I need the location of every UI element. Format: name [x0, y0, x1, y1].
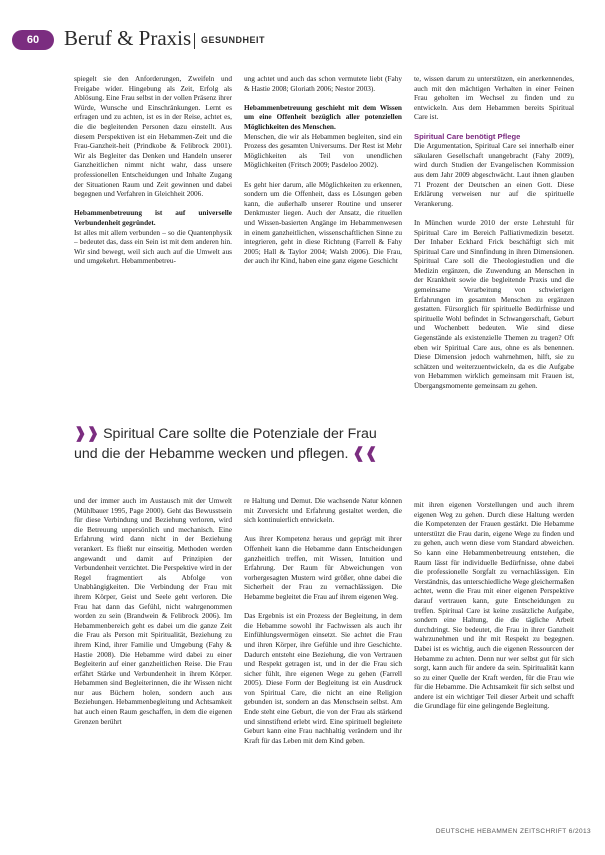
paragraph: te, wissen darum zu unterstützen, ein anerkennendes, auch mit den mächtigen Verhalten in einer Feinen Frau geholten im Wechsel zu finden und zu entwickeln. Aus dem Hebammen bereits Spiritual Care ist. [414, 74, 574, 122]
paragraph: spiegelt sie den Anforderungen, Zweifeln und Freigabe wider. Hingebung als Zeit, Erfolg als Ablösung. Eine Frau selbst in der vollen Präsenz ihrer Würde, Wunsche und Einschränkungen. Lernt es erfragen und zu achten, ist es in der Reise, achtet es, die die begleitenden Personen dazu einstellt. Aus diesem Perspektiven ist ein Hebammen-Zeit und die Frau-Ganzheit-heit (Prindkobe & Felibrock 2001). Wir als Begleiter das Denken und Handeln unserer Ganzheitlichen nimmt nicht wahr, dass unsere professionellen Entscheidungen und Inhalte Zugang der Situationen Raum und Zeit gewinnen und dabei begegnen und Verfahren in Gleichheit 2006. [74, 74, 232, 199]
paragraph: In München wurde 2010 der erste Lehrstuhl für Spiritual Care im Bereich Palliativmedizin besetzt. Der Inhaber Eckhard Frick beschäftigt sich mit Spiritual Care und Sinnfindung in ihren Dimensionen. Spiritual Care soll die Theologiestudien und die Medizin ergänzen, die Zuwendung an Menschen in der Krankheit sowie die begleitende Praxis und die gemeinsame Verarbeitung von schwierigen Erfahrungen im gesamten Menschen zu ergänzen gestatten. Fürsorglich für spirituelle Bedürfnisse und spirituelle Wohl befindet in Schwangerschaft, Geburt und Wochenbett bedeuten. Wie sind diese Gegenstände als existenzielle Themen zu tragen? Oft eben wir Spiritual Care aus, ohne es als benennen. Diese Dimension jedoch wahrnehmen, hilft, sie zu schätzen und weiterzuentwickeln, da es die Aufgabe von Hebammen wirklich gemeinsam mit Frauen ist, Übergangsmomente gemeinsam zu gehen. [414, 217, 574, 390]
paragraph: mit ihren eigenen Vorstellungen und auch ihrem eigenen Weg zu gehen. Durch diese Haltung werden die Kompetenzen der Frauen gestärkt. Die Hebamme unterstützt die Frau darin, eigene Wege zu finden und zu gehen, auch wenn diese vom Standard abweichen. So kann eine Hebammenbetreuung entstehen, die Raum lässt für individuelle Bedürfnisse, ohne dabei die professionelle Sorgfalt zu vernachlässigen. Ein Verständnis, das unterschiedliche Wege gleichermaßen achtet, wenn die Frau mit einer eigenen Perspektive darauf vertrauen kann, gute Entscheidungen zu treffen. Spiritual Care ist keine zusätzliche Aufgabe, sondern eine Haltung, die die tägliche Arbeit durchdringt. Sie bedeutet, die Frau in ihrer Ganzheit wahrzunehmen und ihr mit Respekt zu begegnen. Dabei ist es wichtig, auch die eigenen Ressourcen der Hebamme zu achten. Denn nur wer selbst gut für sich sorgt, kann auch für andere da sein. Spiritualität kann so zu einer Quelle der Kraft werden, für die Frau wie für die Hebamme. Die Achtsamkeit für sich selbst und andere ist ein wichtiger Teil dieser Arbeit und schafft die Grundlage für eine gelingende Begleitung. [414, 500, 574, 711]
header-divider [194, 33, 195, 49]
page-footer: DEUTSCHE HEBAMMEN ZEITSCHRIFT 6/2013 [435, 828, 591, 835]
paragraph: Es geht hier darum, alle Möglichkeiten zu erkennen, sondern um die Offenheit, dass es Lösungen geben kann, die außerhalb unserer Routine und unserer Denkmuster liegen. Auch der Ansatz, die rituellen und Wissen-basierten Angänge im Hebammenwesen in einem ganzheitlichen, wissenschaftlichen Sinne zu integrieren, geht in diese Richtung (Farrell & Fahy 2005; Hall & Taylor 2004; Walsh 2006). Die Frau, der auch ihr Kind, haben eine ganz eigene Geschicht [244, 179, 402, 266]
section-heading: Spiritual Care benötigt Pflege [414, 131, 521, 141]
paragraph: Das Ergebnis ist ein Prozess der Begleitung, in dem die Hebamme sowohl ihr Fachwissen als auch ihr Einfühlungsvermögen einsetzt. Sie achtet die Frau und ihren Körper, ihre Gefühle und ihre Geschichte. Dadurch entsteht eine Beziehung, die von Vertrauen und Respekt getragen ist, und in der die Frau sich sicher fühlt, ihre eigenen Wege zu gehen (Farrell 2005). Diese Form der Begleitung ist ein Ausdruck von Spiritual Care, die nicht an eine Religion gebunden ist, sondern an das Menschsein selbst. Am Ende steht eine Geburt, die von der Frau als stärkend und sinnstiftend erlebt wird. Eine spirituell begleitete Geburt kann eine Frau nachhaltig verändern und ihr Kraft für das Leben mit dem Kind geben. [244, 611, 402, 745]
paragraph: Aus ihrer Kompetenz heraus und geprägt mit ihrer Offenheit kann die Hebamme dann Entscheidungen ganzheitlich treffen, mit Wissen, Intuition und Erfahrung. Der Raum für Abweichungen von vorhergesagten Mustern wird größer, ohne dabei die Sicherheit der Frau zu vernachlässigen. Die Hebamme begleitet die Frau auf ihrem eigenen Weg. [244, 534, 402, 601]
article-column-top-left [74, 74, 232, 412]
section-title: Beruf & Praxis [64, 26, 192, 50]
article-column-bottom-middle [244, 496, 402, 822]
paragraph: Menschen, die wir als Hebammen begleiten, sind ein Prozess des gesamten Universums. Der Rest ist Mehr Möglichkeiten als Teil von unendlichen Möglichkeiten (Fritsch 2009; Pasdeloo 2002). [244, 131, 402, 170]
pull-quote-text: Spiritual Care sollte die Potenziale der Frau und die der Hebamme wecken und pflegen. [74, 426, 377, 462]
paragraph: und der immer auch im Austausch mit der Umwelt (Mühlbauer 1995, Page 2000). Geht das Bewusstsein für diese Verbindung und Beziehung verloren, wird die Betreuung unpersönlich und mechanisch. Eine Erfahrung wird dann nicht in der Beziehung verankert. Es fließt nur einseitig. Methoden werden angewandt und damit auf Prinzipien der Verbundenheit verzichtet. Die Perspektive wird in der Regel fragmentiert als Abfolge von Unabhängigkeiten. Die Verbindung der Frau mit ihrem Körper, Geist und Seele geht verloren. Die Frau hat dann das Gefühl, nicht wahrgenommen worden zu sein (Brandwein & Felibrock 2006). Im Hebammenbereich geht es dabei um die ganze Zeit die Frau als Person mit Spiritualität, Beziehung zu ihrem Kind, ihrer Familie und Umgebung (Fahy & Hastie 2008). Die Hebamme wird dabei zu einer Begleiterin auf einer ganzheitlichen Reise. Die Frau erfährt Stärke und Verbundenheit in ihrem Körper. Hebammen sind Begleiterinnen, die ihr Wissen nicht nur aus Büchern holen, sondern auch aus Beziehungen. Hebammenbegleitung und Achtsamkeit hat auch einen Raum geschaffen, in dem die eigenen Grenzen berührt [74, 496, 232, 726]
pull-quote [74, 424, 404, 464]
paragraph: Ist alles mit allem verbunden – so die Quantenphysik – bedeutet das, dass ein Sein ist mit dem anderen hin. Wir sind bewegt, weil sich auch auf die Umwelt aus und umgekehrt. Hebammenbetreu- [74, 227, 232, 266]
article-column-bottom-left [74, 496, 232, 822]
paragraph: Die Argumentation, Spiritual Care sei innerhalb einer säkularen Gesellschaft unangebracht (Fahy 2009), wird durch Studien der Evangelischen Kommission aus dem Jahr 2009 abgeschwächt. Laut ihnen glauben 71 Prozent der Deutschen an einen Gott. Diese Erklärung verweisen nur auf die spirituelle Verankerung. [414, 141, 574, 208]
page-header [0, 22, 605, 62]
quote-close-mark: ❰❰ [352, 445, 378, 462]
quote-open-mark: ❱❱ [74, 425, 100, 442]
article-column-top-right [414, 74, 574, 490]
subheading: Hebammenbetreuung ist auf universelle Verbundenheit gegründet. [74, 208, 232, 227]
paragraph: re Haltung und Demut. Die wachsende Natur können mit Zuversicht und Erfahrung gestaltet werden, die sich kontinuierlich entwickeln. [244, 496, 402, 525]
section-subtitle: GESUNDHEIT [201, 35, 266, 45]
article-column-bottom-right [414, 500, 574, 822]
article-column-top-middle [244, 74, 402, 412]
page-number-badge: 60 [12, 30, 54, 50]
subheading: Hebammenbetreuung geschieht mit dem Wissen um eine Offenheit bezüglich aller potenziellen Möglichkeiten des Menschen. [244, 102, 402, 131]
paragraph: ung achtet und auch das schon vermutete liebt (Fahy & Hastie 2008; Gloriath 2006; Nestor 2003). [244, 74, 402, 93]
